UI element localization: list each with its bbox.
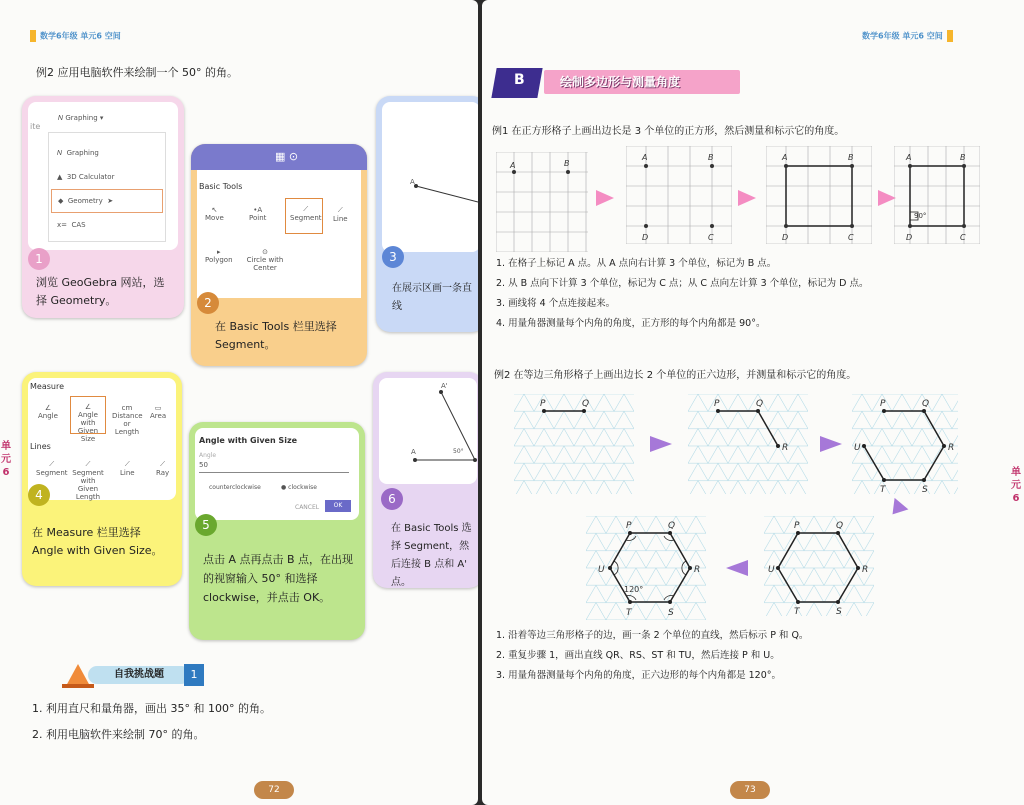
tool-point[interactable]: •A Point	[249, 206, 267, 222]
triangle-grid-2	[688, 394, 808, 494]
svg-text:S: S	[922, 485, 928, 494]
svg-text:S: S	[836, 607, 842, 616]
svg-text:T: T	[880, 485, 886, 494]
menu-top[interactable]: 𝑁 Graphing ▾	[58, 114, 104, 122]
step-3-number: 3	[382, 246, 404, 268]
left-example-title: 例2 应用电脑软件来绘制一个 50° 的角。	[36, 66, 238, 79]
triangle-grid-5	[586, 516, 706, 620]
ex2-title: 例2 在等边三角形格子上画出边长 2 个单位的正六边形，并测量和标示它的角度。	[494, 370, 857, 381]
svg-text:R: R	[948, 443, 955, 453]
menu-item-cas[interactable]: x= CAS	[57, 221, 86, 229]
menu-item-3d[interactable]: ▲ 3D Calculator	[57, 173, 115, 181]
step-1-card	[22, 96, 184, 318]
measure-tools-screenshot: Measure ∠ Angle ∠ Angle with Given Size cm Distance or Length ▭ Area Lines ⟋ Segment ⟋ Segment with Given Length ⟋ Line ⟋ Ray	[28, 378, 176, 500]
cursor-icon: ➤	[107, 197, 114, 205]
segment-svg	[382, 102, 478, 252]
geogebra-menu-screenshot: ite 𝑁 Graphing ▾ 𝑁 Graphing ▲ 3D Calculator ◆ Geometry ➤ x= CAS	[28, 102, 178, 250]
svg-text:U: U	[854, 443, 861, 453]
arrow-icon	[596, 190, 614, 206]
svg-text:D: D	[906, 233, 913, 242]
tool-move[interactable]: ↖ Move	[205, 206, 224, 222]
triangle-grid-1	[514, 394, 634, 494]
ok-button[interactable]: OK	[325, 500, 351, 512]
svg-text:B: B	[564, 159, 570, 168]
tool-angle-given-size-highlight[interactable]: ∠ Angle with Given Size	[70, 396, 106, 434]
tool-angle[interactable]: ∠ Angle	[38, 404, 58, 420]
step-4-number: 4	[28, 484, 50, 506]
basic-tools-screenshot: Basic Tools ↖ Move •A Point ⟋ Segment ⟋ Line ▸ Polygon ⊙ Circle with Center	[197, 170, 361, 298]
svg-text:C: C	[708, 233, 714, 242]
tool-segment-given-length[interactable]: ⟋ Segment with Given Length	[72, 460, 104, 501]
step-5-caption: 点击 A 点再点击 B 点，在出现的视窗输入 50° 和选择 clockwise，并点击 OK。	[203, 553, 354, 604]
tool-line[interactable]: ⟋ Line	[333, 206, 348, 223]
page-number-72: 72	[254, 781, 294, 799]
menu-item-geometry-highlight[interactable]: ◆ Geometry ➤	[51, 189, 163, 213]
section-banner: B 绘制多边形与测量角度	[494, 64, 724, 100]
tool-circle[interactable]: ⊙ Circle with Center	[246, 248, 284, 272]
svg-text:B: B	[708, 153, 714, 162]
step-6-number: 6	[381, 488, 403, 510]
angle-svg	[379, 378, 478, 484]
right-side-tab: 单元6	[1011, 467, 1021, 504]
step-6-card	[373, 372, 478, 588]
step-3-card	[376, 96, 478, 332]
svg-text:P: P	[714, 399, 720, 409]
svg-text:R: R	[862, 565, 869, 575]
square-grid-4	[894, 146, 980, 244]
svg-text:Q: Q	[756, 399, 764, 409]
svg-text:Q: Q	[922, 399, 930, 409]
step-3-caption: 在展示区画一条直线	[392, 283, 472, 312]
svg-text:U: U	[768, 565, 775, 575]
calculator-icon: ▦ ⊙	[275, 150, 299, 163]
arrow-icon	[820, 436, 842, 452]
step-5-card	[189, 422, 365, 640]
tool-segment-2[interactable]: ⟋ Segment	[36, 460, 68, 477]
graphing-icon: 𝑁	[58, 114, 64, 122]
tool-segment-highlight[interactable]: ⟋ Segment	[285, 198, 323, 234]
svg-text:S: S	[668, 608, 674, 618]
triangle-grid-4	[764, 516, 874, 616]
step-4-card	[22, 372, 182, 586]
right-page	[482, 0, 1024, 805]
svg-text:90°: 90°	[914, 212, 927, 220]
svg-text:P: P	[794, 521, 800, 531]
segment-drawing-area: A	[382, 102, 478, 252]
svg-text:T: T	[794, 607, 800, 616]
svg-text:P: P	[626, 521, 632, 531]
step-1-number: 1	[28, 248, 50, 270]
arrow-icon	[726, 560, 748, 576]
svg-text:120°: 120°	[624, 585, 644, 594]
left-header: 数学6年级 单元6 空间	[26, 30, 121, 42]
svg-text:D: D	[642, 233, 649, 242]
ex2-steps: 1. 沿着等边三角形格子的边，画一条 2 个单位的直线，然后标示 P 和 Q。 2. 重复步骤 1，画出直线 QR、RS、ST 和 TU，然后连接 P 和 U。 3. 用量角器测量每个内角的角度，正六边形的每个内角都是 120°。	[496, 630, 809, 681]
triangle-grid-3	[852, 394, 958, 494]
svg-text:A: A	[510, 161, 516, 170]
svg-text:A: A	[642, 153, 648, 162]
svg-text:Q: Q	[582, 399, 590, 409]
menu-item-graphing[interactable]: 𝑁 Graphing	[57, 149, 99, 157]
svg-text:Q: Q	[836, 521, 844, 531]
svg-text:R: R	[694, 565, 701, 575]
angle-drawing-area: A A' 50°	[379, 378, 477, 484]
svg-text:B: B	[960, 153, 966, 162]
page-number-73: 73	[730, 781, 770, 799]
arrow-icon	[886, 498, 909, 520]
left-side-tab: 单元6	[1, 441, 11, 478]
step-2-number: 2	[197, 292, 219, 314]
tools-header-bar	[191, 144, 367, 170]
square-grid-1	[496, 152, 588, 252]
angle-dialog-screenshot: Angle with Given Size Angle 50 counterclockwise ● clockwise CANCEL OK	[195, 428, 359, 520]
tool-ray[interactable]: ⟋ Ray	[156, 460, 170, 477]
right-header: 数学6年级 单元6 空间	[862, 30, 957, 42]
step-2-caption: 在 Basic Tools 栏里选择 Segment。	[215, 320, 337, 351]
arrow-icon	[650, 436, 672, 452]
step-5-number: 5	[195, 514, 217, 536]
challenge-list: 1. 利用直尺和量角器，画出 35° 和 100° 的角。 2. 利用电脑软件来绘制 70° 的角。	[32, 702, 271, 741]
square-grid-3	[766, 146, 872, 244]
tool-polygon[interactable]: ▸ Polygon	[205, 248, 233, 264]
angle-input[interactable]: 50	[199, 460, 349, 473]
step-6-caption: 在 Basic Tools 选择 Segment，然后连接 B 点和 A' 点。	[391, 523, 472, 588]
left-page	[0, 0, 478, 805]
svg-text:A: A	[782, 153, 788, 162]
svg-text:Q: Q	[668, 521, 676, 531]
radio-clockwise[interactable]: ● clockwise	[281, 484, 317, 491]
tool-area[interactable]: ▭ Area	[150, 404, 167, 420]
svg-text:B: B	[848, 153, 854, 162]
ex1-steps: 1. 在格子上标记 A 点。从 A 点向右计算 3 个单位，标记为 B 点。 2. 从 B 点向下计算 3 个单位，标记为 C 点；从 C 点向左计算 3 个单位，标记为 D 点。 3. 画线将 4 个点连接起来。 4. 用量角器测量每个内角的角度，正方形的每个内角都是 90°。	[496, 258, 869, 329]
svg-text:P: P	[540, 399, 546, 409]
radio-counterclockwise[interactable]: counterclockwise	[209, 484, 261, 491]
menu-dropdown	[48, 132, 166, 242]
tool-distance[interactable]: cm Distance or Length	[112, 404, 143, 436]
svg-text:A: A	[906, 153, 912, 162]
square-grid-2	[626, 146, 732, 244]
step-2-card	[191, 144, 367, 366]
svg-text:T: T	[626, 608, 632, 618]
svg-text:R: R	[782, 443, 789, 453]
cancel-button[interactable]: CANCEL	[295, 504, 320, 511]
svg-text:C: C	[960, 233, 966, 242]
svg-text:C: C	[848, 233, 854, 242]
challenge-banner: 自我挑战题 1	[60, 662, 210, 688]
tool-line-2[interactable]: ⟋ Line	[120, 460, 135, 477]
svg-text:P: P	[880, 399, 886, 409]
svg-text:U: U	[598, 565, 605, 575]
step-1-caption: 浏览 GeoGebra 网站，选择 Geometry。	[36, 276, 165, 307]
svg-text:D: D	[782, 233, 789, 242]
ex1-title: 例1 在正方形格子上画出边长是 3 个单位的正方形，然后测量和标示它的角度。	[492, 126, 845, 137]
arrow-icon	[738, 190, 756, 206]
step-4-caption: 在 Measure 栏里选择 Angle with Given Size。	[32, 526, 163, 557]
